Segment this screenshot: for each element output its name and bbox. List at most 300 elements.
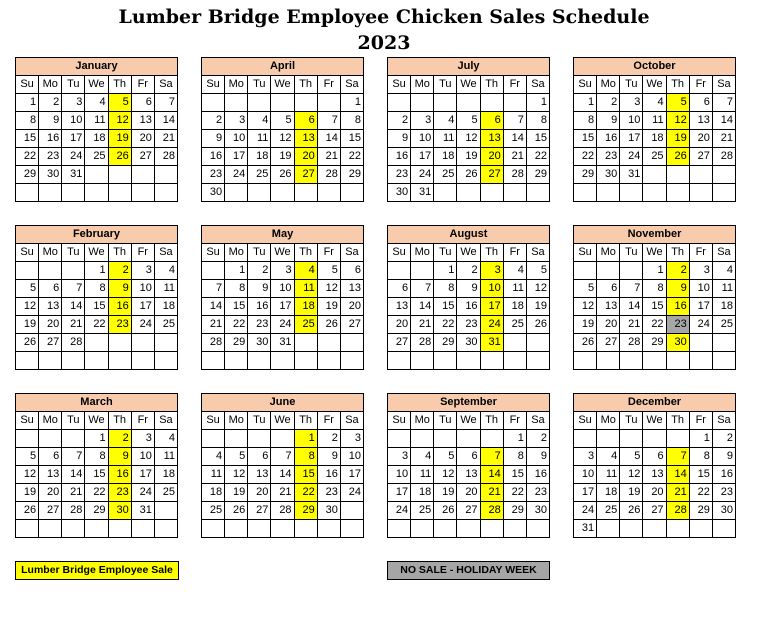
day-cell: 8 xyxy=(434,280,457,298)
weekday-label: We xyxy=(85,76,108,94)
empty-cell xyxy=(225,352,248,370)
day-cell: 29 xyxy=(225,334,248,352)
day-cell: 19 xyxy=(434,484,457,502)
empty-cell xyxy=(388,94,411,112)
day-cell: 27 xyxy=(294,166,317,184)
empty-cell xyxy=(480,94,503,112)
empty-cell xyxy=(39,352,62,370)
empty-cell xyxy=(248,94,271,112)
day-cell: 14 xyxy=(503,130,526,148)
day-cell: 17 xyxy=(388,484,411,502)
day-cell: 24 xyxy=(225,166,248,184)
weekday-label: Sa xyxy=(340,412,363,430)
empty-cell xyxy=(574,352,597,370)
day-cell: 18 xyxy=(503,298,526,316)
weekday-label: Th xyxy=(666,244,689,262)
day-cell: 23 xyxy=(597,148,620,166)
day-cell: 27 xyxy=(388,334,411,352)
empty-cell xyxy=(294,352,317,370)
weekday-label: Tu xyxy=(434,244,457,262)
empty-cell xyxy=(480,520,503,538)
day-cell: 26 xyxy=(574,334,597,352)
day-cell: 14 xyxy=(154,112,177,130)
day-cell: 11 xyxy=(643,112,666,130)
day-cell: 21 xyxy=(712,130,735,148)
day-cell: 9 xyxy=(248,280,271,298)
day-cell: 12 xyxy=(666,112,689,130)
empty-cell xyxy=(16,184,39,202)
empty-cell xyxy=(202,262,225,280)
empty-cell xyxy=(16,520,39,538)
empty-cell xyxy=(294,334,317,352)
day-cell: 30 xyxy=(108,502,131,520)
empty-cell xyxy=(85,334,108,352)
day-cell: 16 xyxy=(39,130,62,148)
day-cell: 23 xyxy=(457,316,480,334)
weekday-label: Sa xyxy=(712,76,735,94)
day-cell: 14 xyxy=(411,298,434,316)
day-cell: 14 xyxy=(271,466,294,484)
day-cell: 25 xyxy=(202,502,225,520)
empty-cell xyxy=(248,184,271,202)
day-cell: 5 xyxy=(526,262,549,280)
month-april xyxy=(201,57,364,202)
empty-cell xyxy=(388,352,411,370)
day-cell: 21 xyxy=(317,148,340,166)
day-cell: 28 xyxy=(317,166,340,184)
day-cell: 24 xyxy=(131,484,154,502)
day-cell: 12 xyxy=(457,130,480,148)
day-cell: 8 xyxy=(294,448,317,466)
empty-cell xyxy=(85,352,108,370)
day-cell: 8 xyxy=(503,448,526,466)
day-cell: 19 xyxy=(457,148,480,166)
empty-cell xyxy=(154,334,177,352)
day-cell: 20 xyxy=(480,148,503,166)
day-cell: 21 xyxy=(480,484,503,502)
day-cell: 3 xyxy=(689,262,712,280)
weekday-label: Fr xyxy=(503,244,526,262)
day-cell: 27 xyxy=(480,166,503,184)
empty-cell xyxy=(202,94,225,112)
day-cell: 6 xyxy=(689,94,712,112)
day-cell: 12 xyxy=(317,280,340,298)
day-cell: 19 xyxy=(16,316,39,334)
weekday-label: Tu xyxy=(248,244,271,262)
day-cell: 21 xyxy=(411,316,434,334)
empty-cell xyxy=(202,430,225,448)
day-cell: 23 xyxy=(108,316,131,334)
empty-cell xyxy=(457,184,480,202)
day-cell: 10 xyxy=(340,448,363,466)
day-cell: 10 xyxy=(225,130,248,148)
day-cell: 1 xyxy=(225,262,248,280)
day-cell: 30 xyxy=(597,166,620,184)
day-cell: 20 xyxy=(131,130,154,148)
day-cell: 2 xyxy=(317,430,340,448)
legend-sale: Lumber Bridge Employee Sale xyxy=(15,561,179,580)
empty-cell xyxy=(411,352,434,370)
day-cell: 22 xyxy=(689,484,712,502)
day-cell: 25 xyxy=(294,316,317,334)
day-cell: 20 xyxy=(597,316,620,334)
day-cell: 1 xyxy=(16,94,39,112)
day-cell: 24 xyxy=(131,316,154,334)
empty-cell xyxy=(62,184,85,202)
weekday-label: Tu xyxy=(62,412,85,430)
day-cell: 1 xyxy=(503,430,526,448)
day-cell: 29 xyxy=(294,502,317,520)
day-cell: 9 xyxy=(202,130,225,148)
empty-cell xyxy=(526,352,549,370)
day-cell: 17 xyxy=(574,484,597,502)
month-september xyxy=(387,393,550,538)
day-cell: 8 xyxy=(689,448,712,466)
empty-cell xyxy=(620,184,643,202)
empty-cell xyxy=(712,334,735,352)
weekday-label: Sa xyxy=(340,244,363,262)
day-cell: 2 xyxy=(39,94,62,112)
empty-cell xyxy=(154,352,177,370)
day-cell: 9 xyxy=(39,112,62,130)
day-cell: 1 xyxy=(85,430,108,448)
day-cell: 20 xyxy=(340,298,363,316)
legend-holiday: NO SALE - HOLIDAY WEEK xyxy=(387,561,550,580)
day-cell: 10 xyxy=(480,280,503,298)
day-cell: 10 xyxy=(574,466,597,484)
empty-cell xyxy=(643,184,666,202)
day-cell: 28 xyxy=(154,148,177,166)
weekday-label: Mo xyxy=(225,76,248,94)
day-cell: 21 xyxy=(271,484,294,502)
day-cell: 1 xyxy=(526,94,549,112)
weekday-label: Tu xyxy=(62,244,85,262)
day-cell: 11 xyxy=(597,466,620,484)
day-cell: 28 xyxy=(202,334,225,352)
day-cell: 5 xyxy=(16,280,39,298)
day-cell: 25 xyxy=(503,316,526,334)
empty-cell xyxy=(597,262,620,280)
day-cell: 18 xyxy=(434,148,457,166)
day-cell: 17 xyxy=(411,148,434,166)
weekday-label: Su xyxy=(574,76,597,94)
empty-cell xyxy=(62,430,85,448)
empty-cell xyxy=(271,352,294,370)
day-cell: 27 xyxy=(457,502,480,520)
day-cell: 2 xyxy=(666,262,689,280)
weekday-label: Sa xyxy=(340,76,363,94)
day-cell: 20 xyxy=(39,484,62,502)
empty-cell xyxy=(248,352,271,370)
empty-cell xyxy=(317,94,340,112)
empty-cell xyxy=(317,520,340,538)
empty-cell xyxy=(574,430,597,448)
day-cell: 23 xyxy=(666,316,689,334)
day-cell: 13 xyxy=(643,466,666,484)
day-cell: 8 xyxy=(16,112,39,130)
weekday-label: Mo xyxy=(411,244,434,262)
weekday-label: Mo xyxy=(411,412,434,430)
weekday-label: Tu xyxy=(620,76,643,94)
day-cell: 4 xyxy=(434,112,457,130)
weekday-label: Tu xyxy=(248,76,271,94)
weekday-label: We xyxy=(85,412,108,430)
day-cell: 19 xyxy=(271,148,294,166)
weekday-label: Tu xyxy=(62,76,85,94)
empty-cell xyxy=(666,166,689,184)
weekday-label: Fr xyxy=(689,412,712,430)
day-cell: 8 xyxy=(85,280,108,298)
day-cell: 27 xyxy=(39,334,62,352)
empty-cell xyxy=(108,166,131,184)
day-cell: 12 xyxy=(526,280,549,298)
day-cell: 12 xyxy=(16,466,39,484)
empty-cell xyxy=(597,430,620,448)
day-cell: 16 xyxy=(597,130,620,148)
day-cell: 29 xyxy=(643,334,666,352)
day-cell: 4 xyxy=(154,430,177,448)
empty-cell xyxy=(712,352,735,370)
empty-cell xyxy=(411,430,434,448)
day-cell: 16 xyxy=(202,148,225,166)
empty-cell xyxy=(526,184,549,202)
day-cell: 20 xyxy=(457,484,480,502)
month-january xyxy=(15,57,178,202)
day-cell: 14 xyxy=(317,130,340,148)
day-cell: 12 xyxy=(620,466,643,484)
day-cell: 22 xyxy=(16,148,39,166)
weekday-label: Sa xyxy=(526,412,549,430)
day-cell: 9 xyxy=(457,280,480,298)
empty-cell xyxy=(154,166,177,184)
day-cell: 28 xyxy=(620,334,643,352)
weekday-label: Tu xyxy=(248,412,271,430)
day-cell: 15 xyxy=(85,466,108,484)
day-cell: 6 xyxy=(39,448,62,466)
empty-cell xyxy=(434,520,457,538)
day-cell: 6 xyxy=(388,280,411,298)
empty-cell xyxy=(225,184,248,202)
day-cell: 13 xyxy=(689,112,712,130)
empty-cell xyxy=(340,334,363,352)
day-cell: 29 xyxy=(526,166,549,184)
day-cell: 21 xyxy=(666,484,689,502)
day-cell: 15 xyxy=(643,298,666,316)
day-cell: 10 xyxy=(689,280,712,298)
empty-cell xyxy=(271,520,294,538)
empty-cell xyxy=(503,184,526,202)
day-cell: 27 xyxy=(597,334,620,352)
day-cell: 3 xyxy=(131,430,154,448)
day-cell: 7 xyxy=(317,112,340,130)
day-cell: 11 xyxy=(712,280,735,298)
day-cell: 24 xyxy=(620,148,643,166)
weekday-label: Su xyxy=(16,76,39,94)
day-cell: 18 xyxy=(294,298,317,316)
day-cell: 25 xyxy=(85,148,108,166)
day-cell: 3 xyxy=(480,262,503,280)
day-cell: 28 xyxy=(480,502,503,520)
day-cell: 9 xyxy=(108,448,131,466)
day-cell: 7 xyxy=(62,280,85,298)
day-cell: 7 xyxy=(411,280,434,298)
empty-cell xyxy=(225,94,248,112)
weekday-label: Fr xyxy=(689,244,712,262)
day-cell: 20 xyxy=(643,484,666,502)
day-cell: 3 xyxy=(62,94,85,112)
day-cell: 27 xyxy=(248,502,271,520)
day-cell: 17 xyxy=(62,130,85,148)
day-cell: 24 xyxy=(388,502,411,520)
empty-cell xyxy=(689,520,712,538)
weekday-label: Sa xyxy=(712,412,735,430)
day-cell: 6 xyxy=(248,448,271,466)
day-cell: 15 xyxy=(689,466,712,484)
day-cell: 1 xyxy=(643,262,666,280)
empty-cell xyxy=(689,352,712,370)
empty-cell xyxy=(131,334,154,352)
day-cell: 4 xyxy=(712,262,735,280)
day-cell: 21 xyxy=(503,148,526,166)
day-cell: 2 xyxy=(108,430,131,448)
day-cell: 3 xyxy=(620,94,643,112)
day-cell: 10 xyxy=(131,448,154,466)
day-cell: 24 xyxy=(689,316,712,334)
day-cell: 18 xyxy=(411,484,434,502)
weekday-label: Th xyxy=(108,412,131,430)
day-cell: 3 xyxy=(411,112,434,130)
day-cell: 26 xyxy=(434,502,457,520)
day-cell: 22 xyxy=(526,148,549,166)
day-cell: 31 xyxy=(574,520,597,538)
day-cell: 31 xyxy=(620,166,643,184)
day-cell: 6 xyxy=(39,280,62,298)
empty-cell xyxy=(597,184,620,202)
day-cell: 14 xyxy=(202,298,225,316)
day-cell: 15 xyxy=(16,130,39,148)
weekday-label: Sa xyxy=(526,244,549,262)
empty-cell xyxy=(154,502,177,520)
day-cell: 2 xyxy=(712,430,735,448)
month-name: September xyxy=(388,394,550,412)
day-cell: 19 xyxy=(666,130,689,148)
day-cell: 6 xyxy=(597,280,620,298)
weekday-label: Sa xyxy=(154,244,177,262)
day-cell: 15 xyxy=(503,466,526,484)
day-cell: 11 xyxy=(154,280,177,298)
day-cell: 21 xyxy=(154,130,177,148)
day-cell: 5 xyxy=(225,448,248,466)
month-name: November xyxy=(574,226,736,244)
empty-cell xyxy=(434,352,457,370)
day-cell: 13 xyxy=(131,112,154,130)
weekday-label: Su xyxy=(202,244,225,262)
day-cell: 8 xyxy=(225,280,248,298)
day-cell: 30 xyxy=(666,334,689,352)
empty-cell xyxy=(294,94,317,112)
day-cell: 2 xyxy=(108,262,131,280)
empty-cell xyxy=(480,430,503,448)
empty-cell xyxy=(388,520,411,538)
empty-cell xyxy=(457,430,480,448)
empty-cell xyxy=(62,352,85,370)
empty-cell xyxy=(388,262,411,280)
empty-cell xyxy=(202,520,225,538)
day-cell: 24 xyxy=(271,316,294,334)
day-cell: 1 xyxy=(574,94,597,112)
day-cell: 9 xyxy=(666,280,689,298)
day-cell: 8 xyxy=(526,112,549,130)
day-cell: 11 xyxy=(411,466,434,484)
day-cell: 20 xyxy=(689,130,712,148)
weekday-label: Th xyxy=(294,412,317,430)
day-cell: 7 xyxy=(62,448,85,466)
day-cell: 18 xyxy=(248,148,271,166)
day-cell: 5 xyxy=(666,94,689,112)
day-cell: 17 xyxy=(620,130,643,148)
empty-cell xyxy=(16,262,39,280)
empty-cell xyxy=(434,94,457,112)
weekday-label: Th xyxy=(294,76,317,94)
weekday-label: Fr xyxy=(503,76,526,94)
day-cell: 4 xyxy=(503,262,526,280)
day-cell: 1 xyxy=(689,430,712,448)
weekday-label: Su xyxy=(388,412,411,430)
day-cell: 12 xyxy=(108,112,131,130)
day-cell: 30 xyxy=(248,334,271,352)
empty-cell xyxy=(689,334,712,352)
day-cell: 15 xyxy=(340,130,363,148)
day-cell: 25 xyxy=(434,166,457,184)
empty-cell xyxy=(643,430,666,448)
day-cell: 15 xyxy=(526,130,549,148)
empty-cell xyxy=(340,352,363,370)
weekday-label: We xyxy=(457,76,480,94)
weekday-label: Th xyxy=(480,76,503,94)
weekday-label: Th xyxy=(480,244,503,262)
weekday-label: Mo xyxy=(411,76,434,94)
day-cell: 14 xyxy=(712,112,735,130)
day-cell: 8 xyxy=(85,448,108,466)
day-cell: 7 xyxy=(271,448,294,466)
day-cell: 1 xyxy=(340,94,363,112)
day-cell: 21 xyxy=(620,316,643,334)
empty-cell xyxy=(666,520,689,538)
day-cell: 5 xyxy=(434,448,457,466)
day-cell: 3 xyxy=(340,430,363,448)
empty-cell xyxy=(526,334,549,352)
day-cell: 10 xyxy=(620,112,643,130)
day-cell: 7 xyxy=(666,448,689,466)
day-cell: 14 xyxy=(62,466,85,484)
empty-cell xyxy=(643,352,666,370)
empty-cell xyxy=(131,352,154,370)
month-june xyxy=(201,393,364,538)
weekday-label: Su xyxy=(16,412,39,430)
day-cell: 15 xyxy=(574,130,597,148)
day-cell: 25 xyxy=(712,316,735,334)
empty-cell xyxy=(643,520,666,538)
day-cell: 27 xyxy=(340,316,363,334)
day-cell: 5 xyxy=(317,262,340,280)
day-cell: 18 xyxy=(154,298,177,316)
weekday-label: Fr xyxy=(131,76,154,94)
page-year: 2023 xyxy=(357,32,411,54)
empty-cell xyxy=(294,520,317,538)
empty-cell xyxy=(434,430,457,448)
weekday-label: Su xyxy=(574,244,597,262)
empty-cell xyxy=(340,184,363,202)
